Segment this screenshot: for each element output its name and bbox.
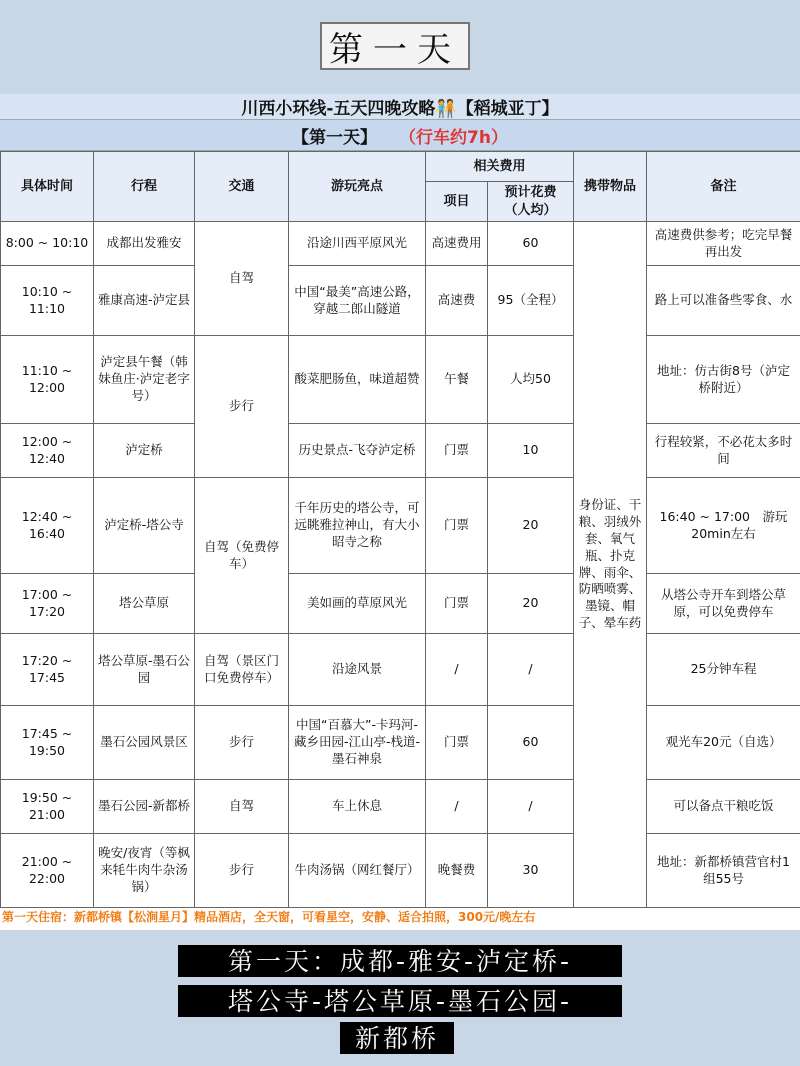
row-time: 21:00 ~ 22:00	[1, 834, 94, 908]
row-note: 从塔公寺开车到塔公草原，可以免费停车	[647, 574, 800, 634]
row-cost: /	[488, 780, 574, 834]
col-route: 行程	[94, 152, 195, 222]
row-highlight: 沿途风景	[289, 634, 426, 706]
row-item: 晚餐费	[426, 834, 488, 908]
row-item: 高速费	[426, 266, 488, 336]
sheet-title: 川西小环线-五天四晚攻略🧑‍🤝‍🧑【稻城亚丁】	[0, 94, 800, 120]
col-time: 具体时间	[1, 152, 94, 222]
row-cost: /	[488, 634, 574, 706]
row-cost: 人均50	[488, 336, 574, 424]
row-route: 泸定桥-塔公寺	[94, 478, 195, 574]
row-highlight: 历史景点-飞夺泸定桥	[289, 424, 426, 478]
summary-line-3: 新都桥	[340, 1022, 454, 1054]
itinerary-sheet	[0, 94, 800, 930]
col-carry: 携带物品	[574, 152, 647, 222]
row-time: 8:00 ~ 10:10	[1, 222, 94, 266]
day-heading	[0, 120, 800, 151]
row-item: 门票	[426, 424, 488, 478]
row-route: 泸定桥	[94, 424, 195, 478]
row-route: 墨石公园-新都桥	[94, 780, 195, 834]
lodging-note: 第一天住宿：新都桥镇【松涧星月】精品酒店，全天窗，可看星空，安静、适合拍照，300元/晚左右	[2, 909, 536, 924]
col-transport: 交通	[195, 152, 289, 222]
table-row	[1, 780, 800, 834]
drive-time: （行车约7h）	[399, 127, 508, 148]
row-highlight: 中国“百慕大”-卡玛河-藏乡田园-江山亭-栈道-墨石神泉	[289, 706, 426, 780]
row-note: 25分钟车程	[647, 634, 800, 706]
table-row	[1, 266, 800, 336]
row-note: 高速费供参考；吃完早餐再出发	[647, 222, 800, 266]
table-row	[1, 706, 800, 780]
row-highlight: 美如画的草原风光	[289, 574, 426, 634]
row-time: 12:40 ~ 16:40	[1, 478, 94, 574]
row-item: 午餐	[426, 336, 488, 424]
row-cost: 95（全程）	[488, 266, 574, 336]
row-note: 可以备点干粮吃饭	[647, 780, 800, 834]
row-cost: 20	[488, 478, 574, 574]
row-time: 17:00 ~ 17:20	[1, 574, 94, 634]
row-transport: 步行	[195, 336, 289, 478]
col-item: 项目	[426, 182, 488, 222]
row-highlight: 牛肉汤锅（网红餐厅）	[289, 834, 426, 908]
col-highlights: 游玩亮点	[289, 152, 426, 222]
row-transport: 自驾（景区门口免费停车）	[195, 634, 289, 706]
table-row	[1, 634, 800, 706]
row-item: 门票	[426, 574, 488, 634]
row-time: 10:10 ~ 11:10	[1, 266, 94, 336]
row-note: 观光车20元（自选）	[647, 706, 800, 780]
row-highlight: 千年历史的塔公寺，可远眺雅拉神山，有大小昭寺之称	[289, 478, 426, 574]
row-note: 路上可以准备些零食、水	[647, 266, 800, 336]
row-cost: 30	[488, 834, 574, 908]
row-highlight: 车上休息	[289, 780, 426, 834]
row-highlight: 酸菜肥肠鱼，味道超赞	[289, 336, 426, 424]
carry-items: 身份证、干粮、羽绒外套、氧气瓶、扑克牌、雨伞、防晒喷雾、墨镜、帽子、晕车药	[574, 222, 647, 908]
row-time: 12:00 ~ 12:40	[1, 424, 94, 478]
row-route: 墨石公园风景区	[94, 706, 195, 780]
row-cost: 20	[488, 574, 574, 634]
row-route: 成都出发雅安	[94, 222, 195, 266]
day-label: 【第一天】	[292, 127, 378, 148]
row-route: 晚安/夜宵（等枫来牦牛肉牛杂汤锅）	[94, 834, 195, 908]
row-transport: 自驾	[195, 222, 289, 336]
summary-line-2: 塔公寺-塔公草原-墨石公园-	[178, 985, 622, 1017]
row-highlight: 沿途川西平原风光	[289, 222, 426, 266]
col-fees: 相关费用	[426, 152, 574, 182]
row-cost: 10	[488, 424, 574, 478]
row-transport: 步行	[195, 834, 289, 908]
row-note: 16:40 ~ 17:00 游玩20min左右	[647, 478, 800, 574]
row-transport: 自驾	[195, 780, 289, 834]
row-route: 雅康高速-泸定县	[94, 266, 195, 336]
row-route: 泸定县午餐（韩妹鱼庄·泸定老字号）	[94, 336, 195, 424]
day-badge: 第一天	[320, 22, 470, 70]
col-notes: 备注	[647, 152, 800, 222]
row-item: /	[426, 634, 488, 706]
table-row	[1, 336, 800, 424]
table-row	[1, 222, 800, 266]
row-item: 高速费用	[426, 222, 488, 266]
table-row	[1, 834, 800, 908]
row-highlight: 中国“最美”高速公路，穿越二郎山隧道	[289, 266, 426, 336]
row-time: 17:45 ~ 19:50	[1, 706, 94, 780]
row-time: 11:10 ~ 12:00	[1, 336, 94, 424]
header-row	[1, 152, 800, 182]
row-route: 塔公草原	[94, 574, 195, 634]
table-row	[1, 478, 800, 574]
row-note: 地址：新都桥镇营官村1组55号	[647, 834, 800, 908]
row-time: 19:50 ~ 21:00	[1, 780, 94, 834]
row-transport: 步行	[195, 706, 289, 780]
summary-line-1: 第一天：成都-雅安-泸定桥-	[178, 945, 622, 977]
itinerary-table	[0, 151, 800, 908]
table-row	[1, 424, 800, 478]
row-note: 行程较紧，不必花太多时间	[647, 424, 800, 478]
row-cost: 60	[488, 706, 574, 780]
row-note: 地址：仿古街8号（泸定桥附近）	[647, 336, 800, 424]
row-transport: 自驾（免费停车）	[195, 478, 289, 634]
row-time: 17:20 ~ 17:45	[1, 634, 94, 706]
row-item: 门票	[426, 478, 488, 574]
table-row	[1, 574, 800, 634]
row-route: 塔公草原-墨石公园	[94, 634, 195, 706]
col-cost: 预计花费（人均）	[488, 182, 574, 222]
row-cost: 60	[488, 222, 574, 266]
row-item: /	[426, 780, 488, 834]
row-item: 门票	[426, 706, 488, 780]
